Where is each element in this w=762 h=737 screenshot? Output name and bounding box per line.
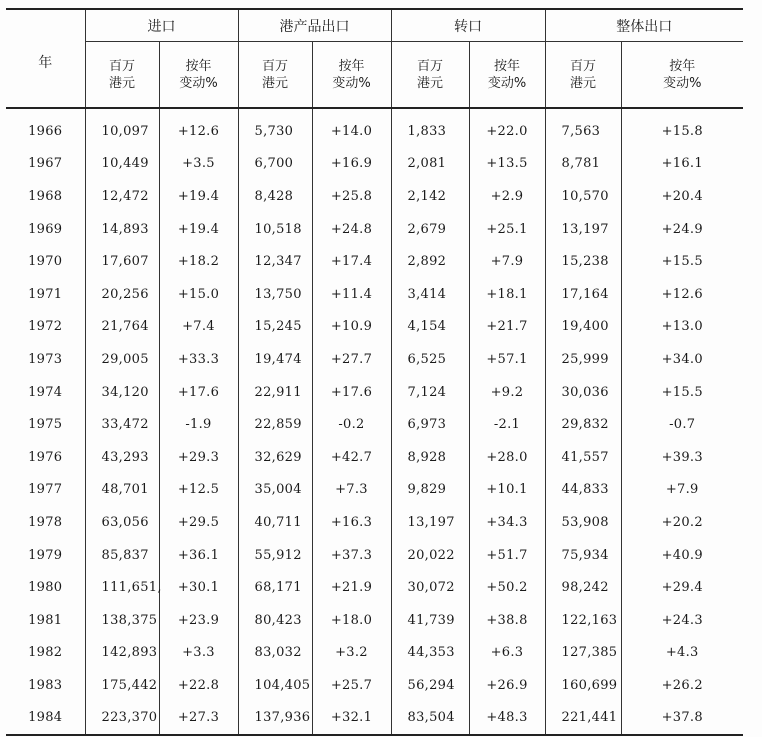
value-cell: 17,607 xyxy=(85,245,159,278)
value-cell: 75,934 xyxy=(545,539,621,572)
year-cell: 1969 xyxy=(28,221,63,237)
value-cell: 85,837 xyxy=(85,539,159,572)
table-row xyxy=(6,213,743,246)
change-cell: +25.1 xyxy=(469,213,545,246)
value-cell: 142,893 xyxy=(85,637,159,670)
value-cell: 13,197 xyxy=(545,213,621,246)
year-cell: 1977 xyxy=(28,482,63,498)
year-cell: 1982 xyxy=(28,645,63,661)
change-cell: +26.2 xyxy=(621,669,743,702)
change-cell: +20.2 xyxy=(621,506,743,539)
change-cell: +3.2 xyxy=(312,637,391,670)
value-cell: 12,347 xyxy=(238,245,312,278)
change-cell: +14.0 xyxy=(312,108,391,148)
change-cell: +38.8 xyxy=(469,604,545,637)
table-row xyxy=(6,669,743,702)
change-cell: +3.3 xyxy=(159,637,238,670)
change-cell: +50.2 xyxy=(469,571,545,604)
change-cell: +29.5 xyxy=(159,506,238,539)
value-cell: 33,472 xyxy=(85,408,159,441)
value-cell: 104,405 xyxy=(238,669,312,702)
change-cell: +27.3 xyxy=(159,702,238,736)
value-cell: 20,022 xyxy=(391,539,469,572)
change-cell: +42.7 xyxy=(312,441,391,474)
change-cell: +27.7 xyxy=(312,343,391,376)
table-row xyxy=(6,441,743,474)
value-cell: 6,700 xyxy=(238,148,312,181)
change-cell: +12.5 xyxy=(159,474,238,507)
change-cell: +25.7 xyxy=(312,669,391,702)
value-cell: 56,294 xyxy=(391,669,469,702)
value-cell: 3,414 xyxy=(391,278,469,311)
header-group-row xyxy=(6,9,743,42)
change-cell: +22.0 xyxy=(469,108,545,148)
value-cell: 19,400 xyxy=(545,311,621,344)
change-cell: +37.8 xyxy=(621,702,743,736)
sub-header-change: 按年 变动% xyxy=(312,42,391,109)
change-cell: +24.9 xyxy=(621,213,743,246)
value-cell: 55,912 xyxy=(238,539,312,572)
change-cell: +7.9 xyxy=(621,474,743,507)
table-row xyxy=(6,702,743,736)
value-cell: 10,570 xyxy=(545,180,621,213)
change-cell: +24.3 xyxy=(621,604,743,637)
value-cell: 44,353 xyxy=(391,637,469,670)
table-row xyxy=(6,343,743,376)
value-cell: 6,973 xyxy=(391,408,469,441)
value-cell: 2,142 xyxy=(391,180,469,213)
change-cell: +34.3 xyxy=(469,506,545,539)
value-cell: 30,072 xyxy=(391,571,469,604)
change-cell: +6.3 xyxy=(469,637,545,670)
change-cell: +21.9 xyxy=(312,571,391,604)
value-cell: 8,781 xyxy=(545,148,621,181)
value-cell: 40,711 xyxy=(238,506,312,539)
change-cell: +10.9 xyxy=(312,311,391,344)
year-cell: 1980 xyxy=(28,580,63,596)
year-cell: 1966 xyxy=(28,123,63,139)
value-cell: 221,441 xyxy=(545,702,621,736)
year-cell: 1978 xyxy=(28,514,63,530)
change-cell: +16.9 xyxy=(312,148,391,181)
value-cell: 83,032 xyxy=(238,637,312,670)
change-cell: +16.3 xyxy=(312,506,391,539)
value-cell: 80,423 xyxy=(238,604,312,637)
sub-header-value: 百万 港元 xyxy=(391,42,469,109)
value-cell: 175,442 xyxy=(85,669,159,702)
change-cell: +7.3 xyxy=(312,474,391,507)
value-cell: 30,036 xyxy=(545,376,621,409)
table-row xyxy=(6,604,743,637)
value-cell: 25,999 xyxy=(545,343,621,376)
value-cell: 122,163 xyxy=(545,604,621,637)
change-cell: +10.1 xyxy=(469,474,545,507)
year-cell: 1972 xyxy=(28,319,63,335)
header-sub-row xyxy=(6,42,743,109)
change-cell: +24.8 xyxy=(312,213,391,246)
value-cell: 14,893 xyxy=(85,213,159,246)
value-cell: 53,908 xyxy=(545,506,621,539)
value-cell: 10,449 xyxy=(85,148,159,181)
table-body xyxy=(6,108,743,735)
change-cell: +26.9 xyxy=(469,669,545,702)
value-cell: 32,629 xyxy=(238,441,312,474)
table-row xyxy=(6,278,743,311)
change-cell: +12.6 xyxy=(159,108,238,148)
change-cell: +29.3 xyxy=(159,441,238,474)
value-cell: 2,892 xyxy=(391,245,469,278)
change-cell: +7.4 xyxy=(159,311,238,344)
year-cell: 1971 xyxy=(28,286,63,302)
table-row xyxy=(6,376,743,409)
value-cell: 160,699 xyxy=(545,669,621,702)
change-cell: +13.5 xyxy=(469,148,545,181)
value-cell: 19,474 xyxy=(238,343,312,376)
value-cell: 29,832 xyxy=(545,408,621,441)
sub-header-change: 按年 变动% xyxy=(621,42,743,109)
year-cell: 1983 xyxy=(28,677,63,693)
table-row xyxy=(6,474,743,507)
value-cell: 34,120 xyxy=(85,376,159,409)
value-cell: 21,764 xyxy=(85,311,159,344)
change-cell: +17.6 xyxy=(159,376,238,409)
value-cell: 13,750 xyxy=(238,278,312,311)
change-cell: +22.8 xyxy=(159,669,238,702)
sub-header-value: 百万 港元 xyxy=(545,42,621,109)
table-row xyxy=(6,637,743,670)
year-cell: 1981 xyxy=(28,612,63,628)
value-cell: 68,171 xyxy=(238,571,312,604)
table-row xyxy=(6,245,743,278)
value-cell: 138,375 xyxy=(85,604,159,637)
table-row xyxy=(6,180,743,213)
year-column-header: 年 xyxy=(6,9,85,108)
value-cell: 44,833 xyxy=(545,474,621,507)
change-cell: +51.7 xyxy=(469,539,545,572)
change-cell: +17.4 xyxy=(312,245,391,278)
group-header-total-exports: 整体出口 xyxy=(545,9,743,42)
table-row xyxy=(6,408,743,441)
table-row xyxy=(6,148,743,181)
value-cell: 35,004 xyxy=(238,474,312,507)
change-cell: +4.3 xyxy=(621,637,743,670)
change-cell: -0.7 xyxy=(621,408,743,441)
table-row xyxy=(6,311,743,344)
value-cell: 5,730 xyxy=(238,108,312,148)
change-cell: +15.5 xyxy=(621,245,743,278)
value-cell: 29,005 xyxy=(85,343,159,376)
change-cell: +15.5 xyxy=(621,376,743,409)
change-cell: +19.4 xyxy=(159,213,238,246)
value-cell: 10,097 xyxy=(85,108,159,148)
group-header-imports: 进口 xyxy=(85,9,238,42)
change-cell: +15.0 xyxy=(159,278,238,311)
sub-header-change: 按年 变动% xyxy=(159,42,238,109)
value-cell: 15,245 xyxy=(238,311,312,344)
value-cell: 22,859 xyxy=(238,408,312,441)
change-cell: +11.4 xyxy=(312,278,391,311)
trade-statistics-table xyxy=(6,8,743,736)
change-cell: +17.6 xyxy=(312,376,391,409)
sub-header-value: 百万 港元 xyxy=(85,42,159,109)
value-cell: 9,829 xyxy=(391,474,469,507)
change-cell: +18.0 xyxy=(312,604,391,637)
change-cell: +32.1 xyxy=(312,702,391,736)
change-cell: +7.9 xyxy=(469,245,545,278)
value-cell: 4,154 xyxy=(391,311,469,344)
table-row xyxy=(6,506,743,539)
change-cell: +18.2 xyxy=(159,245,238,278)
change-cell: +3.5 xyxy=(159,148,238,181)
value-cell: 7,563 xyxy=(545,108,621,148)
value-cell: 7,124 xyxy=(391,376,469,409)
change-cell: +34.0 xyxy=(621,343,743,376)
value-cell: 15,238 xyxy=(545,245,621,278)
table-row xyxy=(6,571,743,604)
change-cell: -1.9 xyxy=(159,408,238,441)
change-cell: +15.8 xyxy=(621,108,743,148)
year-cell: 1974 xyxy=(28,384,63,400)
year-cell: 1967 xyxy=(28,156,63,172)
value-cell: 8,928 xyxy=(391,441,469,474)
value-cell: 12,472 xyxy=(85,180,159,213)
change-cell: +13.0 xyxy=(621,311,743,344)
change-cell: +57.1 xyxy=(469,343,545,376)
change-cell: +36.1 xyxy=(159,539,238,572)
value-cell: 223,370 xyxy=(85,702,159,736)
value-cell: 20,256 xyxy=(85,278,159,311)
table-row xyxy=(6,108,743,148)
value-cell: 17,164 xyxy=(545,278,621,311)
value-cell: 41,739 xyxy=(391,604,469,637)
value-cell: 1,833 xyxy=(391,108,469,148)
sub-header-change: 按年 变动% xyxy=(469,42,545,109)
change-cell: -0.2 xyxy=(312,408,391,441)
group-header-domestic-exports: 港产品出口 xyxy=(238,9,391,42)
change-cell: -2.1 xyxy=(469,408,545,441)
change-cell: +12.6 xyxy=(621,278,743,311)
change-cell: +37.3 xyxy=(312,539,391,572)
group-header-re-exports: 转口 xyxy=(391,9,545,42)
change-cell: +23.9 xyxy=(159,604,238,637)
value-cell: 111,651, xyxy=(85,571,159,604)
change-cell: +39.3 xyxy=(621,441,743,474)
table-header xyxy=(6,9,743,108)
value-cell: 22,911 xyxy=(238,376,312,409)
change-cell: +20.4 xyxy=(621,180,743,213)
year-cell: 1975 xyxy=(28,417,63,433)
value-cell: 43,293 xyxy=(85,441,159,474)
year-cell: 1984 xyxy=(6,702,85,736)
value-cell: 8,428 xyxy=(238,180,312,213)
value-cell: 127,385 xyxy=(545,637,621,670)
table-row xyxy=(6,539,743,572)
year-cell: 1976 xyxy=(28,449,63,465)
year-cell: 1968 xyxy=(28,188,63,204)
value-cell: 6,525 xyxy=(391,343,469,376)
change-cell: +25.8 xyxy=(312,180,391,213)
value-cell: 13,197 xyxy=(391,506,469,539)
change-cell: +30.1 xyxy=(159,571,238,604)
value-cell: 63,056 xyxy=(85,506,159,539)
value-cell: 2,679 xyxy=(391,213,469,246)
change-cell: +16.1 xyxy=(621,148,743,181)
change-cell: +2.9 xyxy=(469,180,545,213)
change-cell: +28.0 xyxy=(469,441,545,474)
value-cell: 137,936 xyxy=(238,702,312,736)
change-cell: +48.3 xyxy=(469,702,545,736)
change-cell: +18.1 xyxy=(469,278,545,311)
year-cell: 1970 xyxy=(28,254,63,270)
change-cell: +40.9 xyxy=(621,539,743,572)
sub-header-value: 百万 港元 xyxy=(238,42,312,109)
change-cell: +19.4 xyxy=(159,180,238,213)
change-cell: +33.3 xyxy=(159,343,238,376)
year-cell: 1973 xyxy=(28,351,63,367)
change-cell: +9.2 xyxy=(469,376,545,409)
value-cell: 2,081 xyxy=(391,148,469,181)
change-cell: +29.4 xyxy=(621,571,743,604)
value-cell: 48,701 xyxy=(85,474,159,507)
value-cell: 10,518 xyxy=(238,213,312,246)
value-cell: 41,557 xyxy=(545,441,621,474)
year-cell: 1979 xyxy=(28,547,63,563)
change-cell: +21.7 xyxy=(469,311,545,344)
value-cell: 98,242 xyxy=(545,571,621,604)
value-cell: 83,504 xyxy=(391,702,469,736)
